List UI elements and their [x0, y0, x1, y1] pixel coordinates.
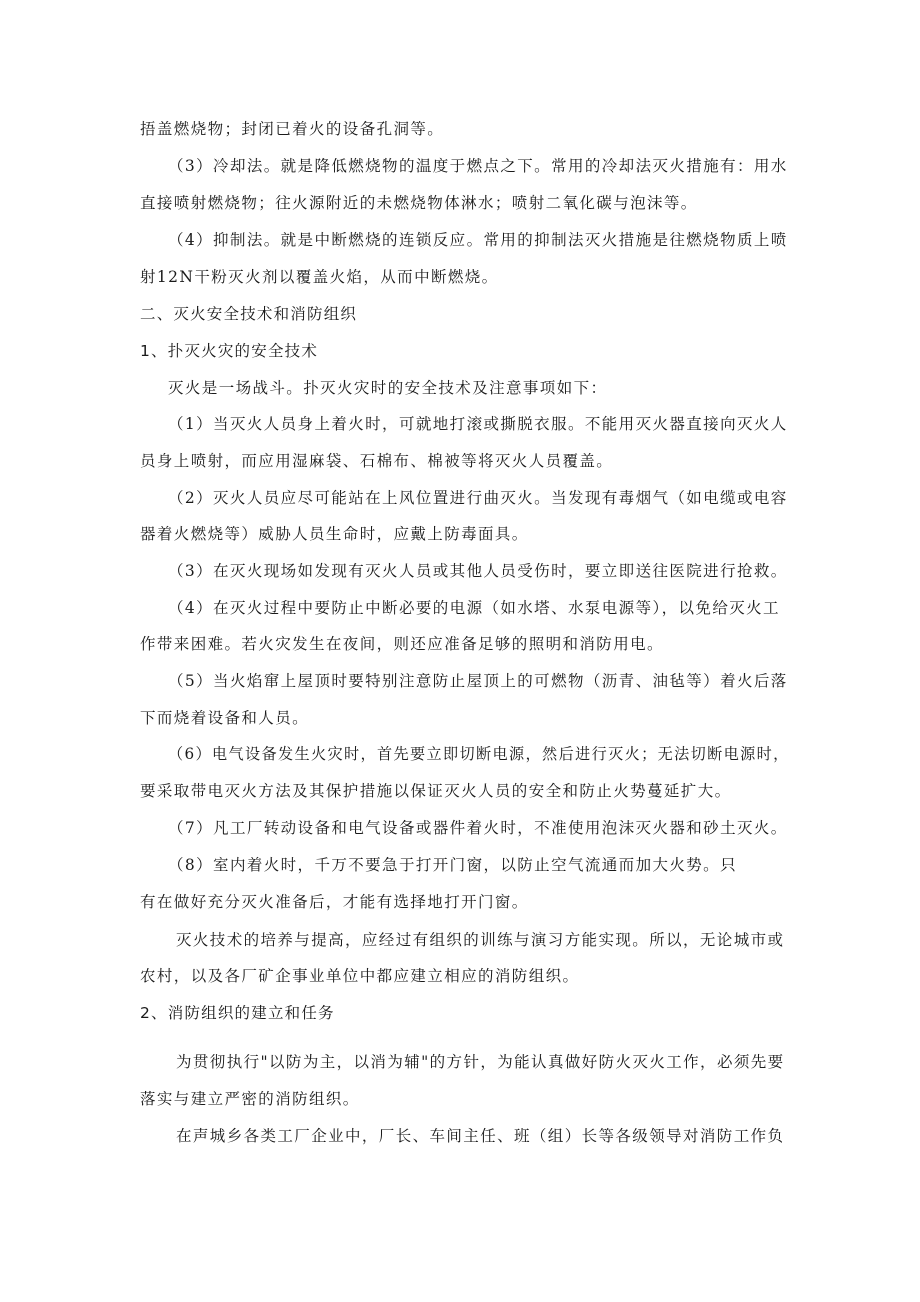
body-text-line: 有在做好充分灭火准备后，才能有选择地打开门窗。 — [140, 893, 529, 911]
body-text-line: 落实与建立严密的消防组织。 — [140, 1090, 360, 1108]
subsection-heading: 2、消防组织的建立和任务 — [140, 1004, 335, 1022]
body-text-line: （3）冷却法。就是降低燃烧物的温度于燃点之下。常用的冷却法灭火措施有：用水 — [168, 157, 788, 175]
body-text-line: 捂盖燃烧物；封闭已着火的设备孔洞等。 — [140, 120, 445, 138]
body-text-line: 直接喷射燃烧物；往火源附近的未燃烧物体淋水；喷射二氧化碳与泡沫等。 — [140, 194, 698, 212]
body-text-line: 作带来困难。若火灾发生在夜间，则还应准备足够的照明和消防用电。 — [140, 635, 664, 653]
body-text-line: （4）抑制法。就是中断燃烧的连锁反应。常用的抑制法灭火措施是往燃烧物质上喷 — [168, 231, 788, 249]
body-text-line: 为贯彻执行"以防为主，以消为辅"的方针，为能认真做好防火灭火工作，必须先要 — [176, 1053, 785, 1071]
body-text-line: 下而烧着设备和人员。 — [140, 709, 310, 727]
body-text-line: 要采取带电灭火方法及其保护措施以保证灭火人员的安全和防止火势蔓延扩大。 — [140, 782, 732, 800]
section-heading: 二、灭火安全技术和消防组织 — [140, 305, 358, 323]
body-text-line: 灭火技术的培养与提高，应经过有组织的训练与演习方能实现。所以，无论城市或 — [176, 931, 785, 949]
body-text-line: 在声城乡各类工厂企业中，厂长、车间主任、班（组）长等各级领导对消防工作负 — [176, 1127, 785, 1145]
body-text-line: （6）电气设备发生火灾时，首先要立即切断电源，然后进行灭火；无法切断电源时， — [168, 745, 790, 763]
body-text-line: 器着火燃烧等）威胁人员生命时，应戴上防毒面具。 — [140, 525, 529, 543]
body-text-line: （4）在灭火过程中要防止中断必要的电源（如水塔、水泵电源等），以免给灭火工 — [168, 599, 780, 617]
body-text-line: （2）灭火人员应尽可能站在上风位置进行曲灭火。当发现有毒烟气（如电缆或电容 — [168, 489, 788, 507]
body-text-line: （7）凡工厂转动设备和电气设备或器件着火时，不准使用泡沫灭火器和砂土灭火。 — [168, 819, 788, 837]
body-text-line: 射12N干粉灭火剂以覆盖火焰，从而中断燃烧。 — [140, 268, 499, 286]
body-text-line: 员身上喷射，而应用湿麻袋、石棉布、棉被等将灭火人员覆盖。 — [140, 452, 614, 470]
subsection-heading: 1、扑灭火灾的安全技术 — [140, 342, 319, 360]
body-text-line: （8）室内着火时，千万不要急于打开门窗，以防止空气流通而加大火势。只 — [168, 856, 737, 874]
body-text-line: （1）当灭火人员身上着火时，可就地打滚或撕脱衣服。不能用灭火器直接向灭火人 — [168, 415, 788, 433]
body-text-line: （5）当火焰窜上屋顶时要特别注意防止屋顶上的可燃物（沥青、油毡等）着火后落 — [168, 672, 788, 690]
body-text-line: 灭火是一场战斗。扑灭火灾时的安全技术及注意事项如下： — [168, 379, 608, 397]
body-text-line: 农村，以及各厂矿企事业单位中都应建立相应的消防组织。 — [140, 967, 580, 985]
body-text-line: （3）在灭火现场如发现有灭火人员或其他人员受伤时，要立即送往医院进行抢救。 — [168, 562, 788, 580]
